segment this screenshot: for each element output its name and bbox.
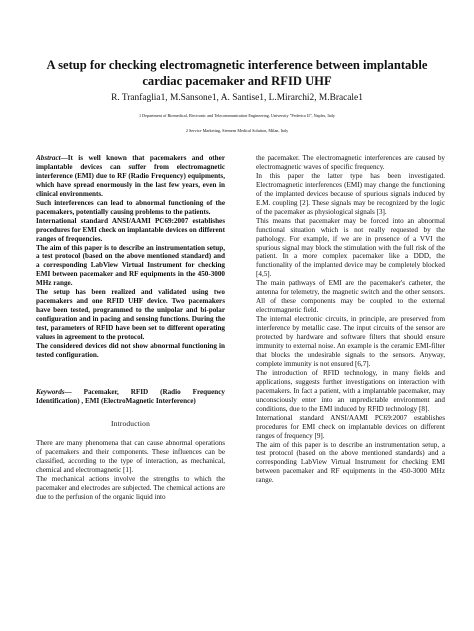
affiliation-2: 2 Service Marketing, Siemens Medical Solution, Milan, Italy (185, 128, 289, 133)
keywords (36, 388, 225, 406)
paper-title: A setup for checking electromagnetic interference between implantable cardiac pacemaker and RFID UHF (46, 58, 428, 88)
keywords-label: Keywords— (36, 387, 72, 396)
abstract (36, 154, 225, 199)
abstract-paragraph-5: The setup has been realized and validated using two pacemakers and one RFID UHF device. Two pacemakers have been tested, programmed to the unipolar and bi-polar configuration and in pacing and sensing functions. During the test, parameters of RFID have been set to different operating values in agreement to the protocol. (36, 288, 225, 342)
right-paragraph-7: International standard ANSI/AAMI PC69:2007 establishes procedures for EMI check on implantable devices on different ranges of frequency [9]. (256, 413, 445, 440)
abstract-paragraph-4: The aim of this paper is to describe an instrumentation setup, a test protocol (based on the above mentioned standard) and a corresponding LabView Virtual Instrument for checking EMI between pacemaker and RF equipments in the 450-3000 MHz range. (36, 243, 225, 288)
keywords-text: Pacemaker, RFID (Radio Frequency Identification) , EMI (ElectroMagnetic Interference) (36, 387, 225, 405)
right-column (256, 154, 445, 624)
abstract-paragraph-2: Such interferences can lead to abnormal functioning of the pacemakers, potentially causing problems to the patients. (36, 198, 225, 216)
right-paragraph-4: The main pathways of EMI are the pacemaker's catheter, the antenna for telemetry, the magnetic switch and the other sensors. All of these components may be coupled to the external electromagnetic field. (256, 279, 445, 315)
abstract-paragraph-6: The considered devices did not show abnormal functioning in tested configuration. (36, 342, 225, 359)
left-column (36, 154, 225, 624)
right-paragraph-3: This means that pacemaker may be forced into an abnormal functional situation which is not really requested by the pathology. For example, if we are in presence of a VVI the spurious signal may block the stimulation with the full risk of the patient. In a more complex pacemaker like a DDD, the functionality of the implanted device may be completely blocked [4,5]. (256, 216, 445, 279)
right-paragraph-8: The aim of this paper is to describe an instrumentation setup, a test protocol (based on the above mentioned standards) and a corresponding LabView Virtual Instrument for checking EMI between pacemaker and RF equipments in the 450-3000 MHz range. (256, 440, 445, 485)
right-paragraph-2: In this paper the latter type has been investigated. Electromagnetic interferences (EMI) may change the functioning of the implanted devices because of spurious signals induced by E.M. coupling [2]. These signals may be recognized by the logic of the pacemaker as physiological signals [3]. (256, 171, 445, 216)
affiliation-1: 1 Department of Biomedical, Electronic and Telecommunication Engineering, University "Federico II", Naples, Italy (138, 113, 336, 118)
section-heading-introduction: Introduction (111, 418, 150, 428)
abstract-text: —It is well known that pacemakers and other implantable devices can suffer from electromagnetic interference (EMI) due to RF (Radio Frequency) equipments, which have spread enormously in the last few years, even in clinical environments. (36, 154, 225, 198)
intro-paragraph-2: The mechanical actions involve the strengths to which the pacemaker and electrodes are subjected. The chemical actions are due to the perfusion of the organic liquid into (36, 474, 225, 501)
abstract-label: Abstract (36, 154, 61, 162)
right-paragraph-6: The introduction of RFID technology, in many fields and applications, suggests further investigations on interaction with pacemakers. In fact a patient, with a implantable pacemaker, may unconsciously enter into an unpredictable environment and conditions, due to the EMI induced by RFID technology [8]. (256, 368, 445, 413)
abstract-paragraph-3: International standard ANSI/AAMI PC69:2007 establishes procedures for EMI check on implantable devices on different ranges of frequencies. (36, 216, 225, 243)
right-paragraph-5: The internal electronic circuits, in principle, are preserved from interference by metallic case. The input circuits of the sensor are protected by hardware and software filters that should ensure immunity to external noise. An example is the ceramic EMI-filter that blocks the undesirable signals to the sensors. Anyway, complete immunity is not ensured [6,7]. (256, 315, 445, 368)
right-paragraph-1: the pacemaker. The electromagnetic interferences are caused by electromagnetic waves of specific frequency. (256, 154, 445, 171)
author-list: R. Tranfaglia1, M.Sansone1, A. Santise1, L.Mirarchi2, M.Bracale1 (111, 93, 363, 103)
intro-paragraph-1: There are many phenomena that can cause abnormal operations of pacemakers and their components. These influences can be classified, according to the type of interaction, as mechanical, chemical and electromagnetic [1]. (36, 438, 225, 474)
